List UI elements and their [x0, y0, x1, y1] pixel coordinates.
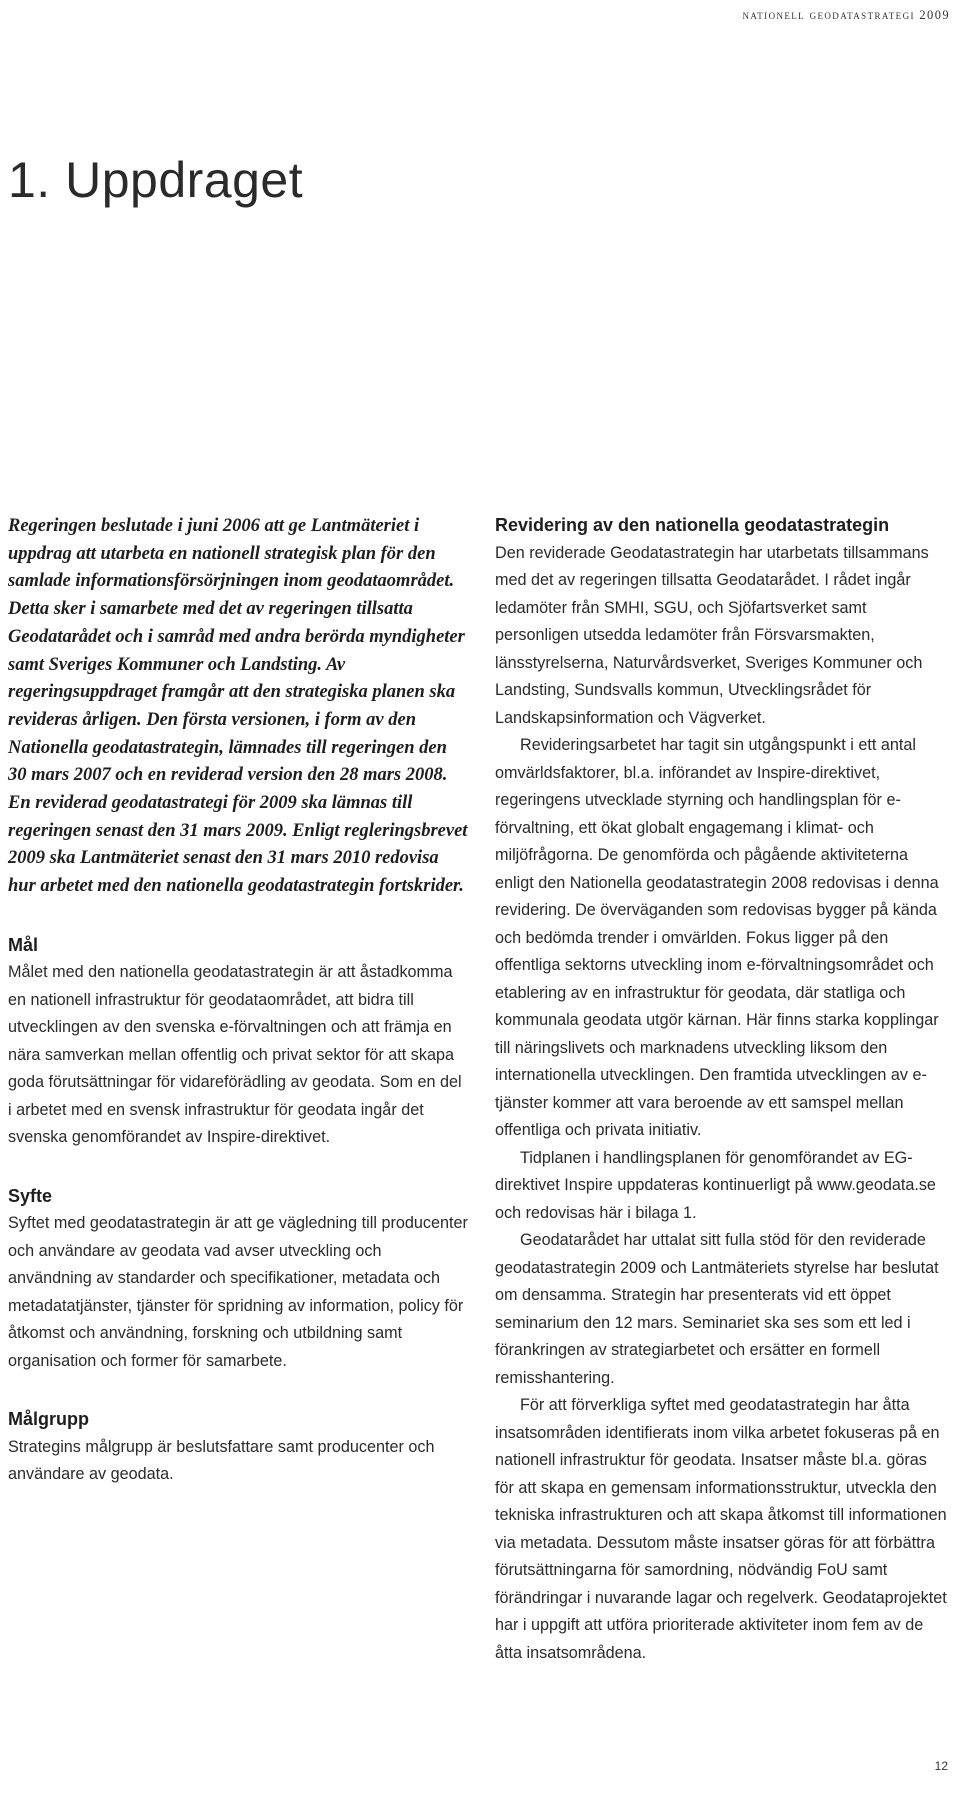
paragraph: Geodatarådet har uttalat sitt fulla stöd för den reviderade geodatastrategin 2009 och Lantmäteriets styrelse har beslutat om densamma. Strategin har presenterats vid ett öppet seminarium den 12 mars. Seminariet ska ses som ett led i förankringen av strategiarbetet och ersätter en formell remisshantering. — [495, 1231, 939, 1387]
paragraph: Den reviderade Geodatastrategin har utarbetats tillsammans med det av regeringen tillsatta Geodatarådet. I rådet ingår ledamöter från SMHI, SGU, och Sjöfartsverket samt personligen utsedda ledamöter från Försvarsmakten, länsstyrelserna, Naturvårdsverket, Sveriges Kommuner och Landsting, Sundsvalls kommun, Utvecklingsrådet för Landskapsinformation och Vägverket. — [495, 543, 929, 727]
section-heading-syfte: Syfte — [8, 1185, 53, 1206]
lead-paragraph: Regeringen beslutade i juni 2006 att ge Lantmäteriet i uppdrag att utarbeta en nationell strategisk plan för den samlade informationsförsörjningen inom geodataområdet. Detta sker i samarbete med det av regeringen tillsatta Geodatarådet och i samråd med andra berörda myndigheter samt Sveriges Kommuner och Landsting. Av regeringsuppdraget framgår att den strategiska planen ska revideras årligen. Den första versionen, i form av den Nationella geodatastrategin, lämnades till regeringen den 30 mars 2007 och en reviderad version den 28 mars 2008. En reviderad geodatastrategi för 2009 ska lämnas till regeringen senast den 31 mars 2009. Enligt regleringsbrevet 2009 ska Lantmäteriet senast den 31 mars 2010 redovisa hur arbetet med den nationella geodatastrategin fortskrider. — [8, 516, 468, 897]
left-column — [8, 513, 468, 1489]
section-syfte — [8, 1183, 468, 1376]
section-heading-revidering: Revidering av den nationella geodatastrategin — [495, 515, 890, 535]
section-heading-malgrupp: Målgrupp — [8, 1409, 89, 1430]
section-malgrupp — [8, 1406, 468, 1489]
paragraph: Tidplanen i handlingsplanen för genomförandet av EG-direktivet Inspire uppdateras kontinuerligt på www.geodata.se och redovisas här i bilaga 1. — [495, 1148, 936, 1222]
right-column — [495, 512, 950, 1667]
section-heading-mal: Mål — [8, 934, 39, 955]
running-header: nationell geodatastrategi 2009 — [742, 8, 950, 22]
page-number: 12 — [934, 1759, 948, 1773]
section-text-syfte: Syftet med geodatastrategin är att ge vägledning till producenter och användare av geodata vad avser utveckling och användning av standarder och specifikationer, metadata och metadatatjänster, tjänster för spridning av information, policy för åtkomst och användning, forskning och utbildning samt organisation och former för samarbete. — [8, 1214, 468, 1370]
section-mal — [8, 932, 468, 1152]
paragraph: Revideringsarbetet har tagit sin utgångspunkt i ett antal omvärldsfaktorer, bl.a. införandet av Inspire-direktivet, regeringens utvecklade styrning och handlingsplan för e-förvaltning, ett ökat globalt engagemang i klimat- och miljöfrågorna. De genomförda och pågående aktiviteterna enligt den Nationella geodatastrategin 2008 redovisas i denna revidering. De överväganden som redovisas bygger på kända och bedömda trender i omvärlden. Fokus ligger på den offentliga sektorns utveckling inom e-förvaltningsområdet och etablering av en infrastruktur för geodata, där statliga och kommunala geodata utgör kärnan. Här finns starka kopplingar till näringslivets och marknadens utveckling liksom den internationella utvecklingen. Den framtida utvecklingen av e-tjänster kommer att vara beroende av ett samspel mellan offentliga och privata initiativ. — [495, 736, 939, 1139]
section-text-malgrupp: Strategins målgrupp är beslutsfattare samt producenter och användare av geodata. — [8, 1437, 435, 1484]
chapter-title: 1. Uppdraget — [8, 152, 304, 208]
paragraph: För att förverkliga syftet med geodatastrategin har åtta insatsområden identifierats inom vilka arbetet fokuseras på en nationell infrastruktur för geodata. Insatser måste bl.a. göras för att skapa en gemensam informationsstruktur, utveckla den tekniska infrastrukturen och att skapa åtkomst till informationen via metadata. Dessutom måste insatser göras för att förbättra förutsättningarna för samordning, nödvändig FoU samt förändringar i nuvarande lagar och regelverk. Geodataprojektet har i uppgift att utföra prioriterade aktiviteter inom fem av de åtta insatsområdena. — [495, 1396, 947, 1662]
section-text-mal: Målet med den nationella geodatastrategin är att åstadkomma en nationell infrastruktur för geodataområdet, att bidra till utvecklingen av den svenska e-förvaltningen och att främja en nära samverkan mellan offentlig och privat sektor för att skapa goda förutsättningar för vidareförädling av geodata. Som en del i arbetet med en svensk infrastruktur för geodata ingår det svenska genomförandet av Inspire-direktivet. — [8, 963, 462, 1147]
